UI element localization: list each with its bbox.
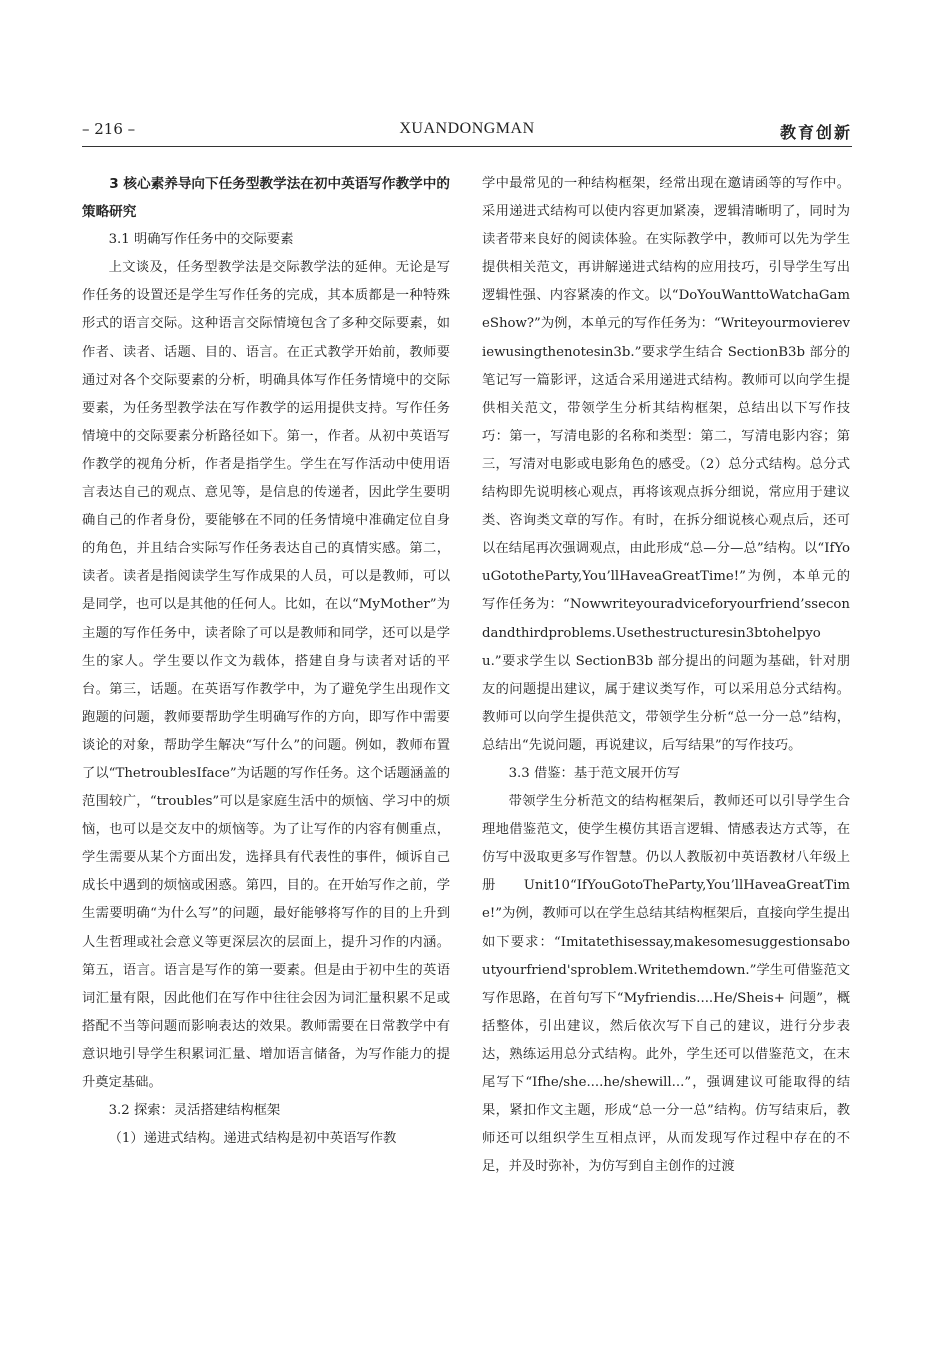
paragraph-3-1: 上文谈及，任务型教学法是交际教学法的延伸。无论是写作任务的设置还是学生写作任务的完成，其本质都是一种特殊形式的语言交际。这种语言交际情境包含了多种交际要素，如作者、读者、话题、目的、语言。在正式教学开始前，教师要通过对各个交际要素的分析，明确具体写作任务情境中的交际要素，为任务型教学法在写作教学的运用提供支持。写作任务情境中的交际要素分析路径如下。第一，作者。从初中英语写作教学的视角分析，作者是指学生。学生在写作活动中使用语言表达自己的观点、意见等，是信息的传递者，因此学生要明确自己的作者身份，要能够在不同的任务情境中准确定位自身的角色，并且结合实际写作任务表达自己的真情实感。第二，读者。读者是指阅读学生写作成果的人员，可以是教师，可以是同学，也可以是其他的任何人。比如，在以“MyMother”为主题的写作任务中，读者除了可以是教师和同学，还可以是学生的家人。学生要以作文为载体，搭建自身与读者对话的平台。第三，话题。在英语写作教学中，为了避免学生出现作文跑题的问题，教师要帮助学生明确写作的方向，即写作中需要谈论的对象，帮助学生解决“写什么”的问题。例如，教师布置了以“ThetroublesIface”为话题的写作任务。这个话题涵盖的范围较广，“troubles”可以是家庭生活中的烦恼、学习中的烦恼，也可以是交友中的烦恼等。为了让写作的内容有侧重点，学生需要从某个方面出发，选择具有代表性的事件，倾诉自己成长中遇到的烦恼或困惑。第四，目的。在开始写作之前，学生需要明确“为什么写”的问题，最好能够将写作的目的上升到人生哲理或社会意义等更深层次的层面上，提升习作的内涵。第五，语言。语言是写作的第一要素。但是由于初中生的英语词汇量有限，因此他们在写作中往往会因为词汇量积累不足或搭配不当等问题而影响表达的效果。教师需要在日常教学中有意识地引导学生积累词汇量、增加语言储备，为写作能力的提升奠定基础。 — [82, 260, 450, 1090]
subsection-3-1-title: 3.1 明确写作任务中的交际要素 — [108, 232, 294, 248]
page-header — [82, 120, 852, 144]
paragraph-3-2-start: （1）递进式结构。递进式结构是初中英语写作教 — [108, 1131, 397, 1147]
left-column — [82, 170, 450, 1153]
paragraph-3-2-continued: 学中最常见的一种结构框架，经常出现在邀请函等的写作中。采用递进式结构可以使内容更加紧凑，逻辑清晰明了，同时为读者带来良好的阅读体验。在实际教学中，教师可以先为学生提供相关范文，再讲解递进式结构的应用技巧，引导学生写出逻辑性强、内容紧凑的作文。以“DoYouWanttoWatchaGameShow?”为例，本单元的写作任务为：“Writeyourmoviereviewusingthenotesin3b.”要求学生结合 SectionB3b 部分的笔记写一篇影评，这适合采用递进式结构。教师可以向学生提供相关范文，带领学生分析其结构框架，总结出以下写作技巧：第一，写清电影的名称和类型：第二，写清电影内容；第三，写清对电影或电影角色的感受。（2）总分式结构。总分式结构即先说明核心观点，再将该观点拆分细说，常应用于建议类、咨询类文章的写作。有时，在拆分细说核心观点后，还可以在结尾再次强调观点，由此形成“总—分—总”结构。以“IfYouGototheParty,You’llHaveaGreatTime!”为例，本单元的写作任务为：“Nowwriteyouradviceforyourfriend’ssecondandthirdproblems.Usethestructuresin3btohelpyou.”要求学生以 SectionB3b 部分提出的问题为基础，针对朋友的问题提出建议，属于建议类写作，可以采用总分式结构。教师可以向学生提供范文，带领学生分析“总一分一总”结构，总结出“先说问题，再说建议，后写结果”的写作技巧。 — [482, 176, 850, 753]
subsection-3-3-title: 3.3 借鉴：基于范文展开仿写 — [508, 765, 681, 781]
column-title: 教育创新 — [779, 123, 852, 142]
paragraph-3-3: 带领学生分析范文的结构框架后，教师还可以引导学生合理地借鉴范文，使学生模仿其语言逻辑、情感表达方式等，在仿写中汲取更多写作智慧。仍以人教版初中英语教材八年级上册 Unit10“IfYouGotoTheParty,You’llHaveaGreatTime!”为例，教师可以在学生总结其结构框架后，直接向学生提出如下要求：“Imitatethisessay,makesomesuggestionsaboutyourfriend'sproblem.Writethemdown.”学生可借鉴范文写作思路，在首句写下“Myfriendis....He/Sheis+ 问题”，概括整体，引出建议，然后依次写下自己的建议，进行分步表达，熟练运用总分式结构。此外，学生还可以借鉴范文，在末尾写下“Ifhe/she....he/shewill...”，强调建议可能取得的结果，紧扣作文主题，形成“总一分一总”结构。仿写结束后，教师还可以组织学生互相点评，从而发现写作过程中存在的不足，并及时弥补，为仿写到自主创作的过渡 — [482, 794, 850, 1175]
journal-name: XUANDONGMAN — [399, 120, 535, 137]
page-number: – 216 – — [82, 120, 136, 138]
subsection-3-2-title: 3.2 探索：灵活搭建结构框架 — [108, 1103, 281, 1119]
section-3-title: 3 核心素养导向下任务型教学法在初中英语写作教学中的策略研究 — [82, 176, 450, 221]
header-rule — [82, 146, 852, 147]
right-column — [482, 170, 850, 1181]
